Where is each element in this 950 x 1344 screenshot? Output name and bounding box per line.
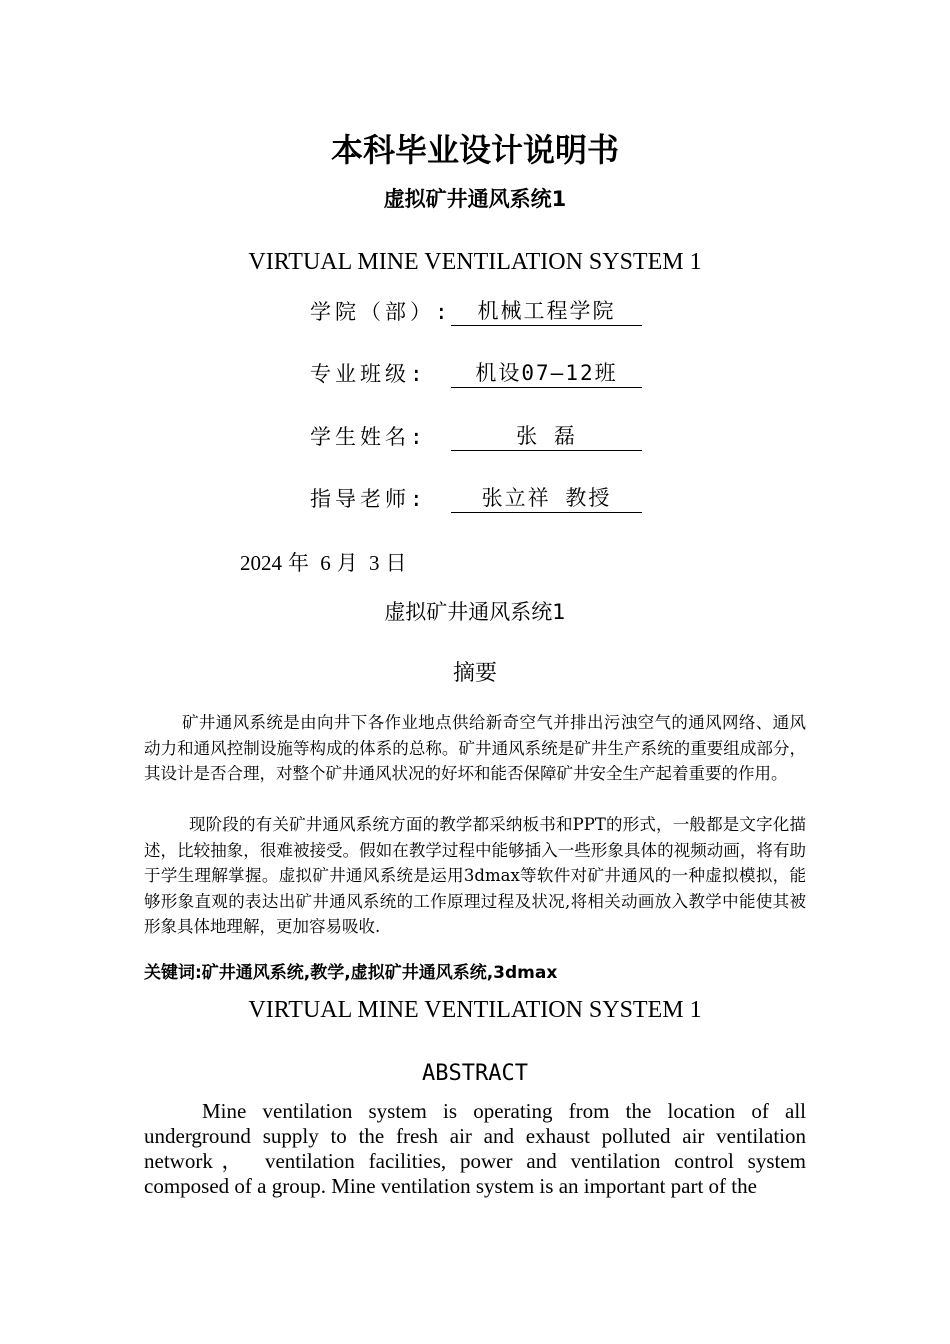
date-year: 2024 (240, 551, 282, 575)
field-label: 指导老师: (310, 487, 427, 511)
abstract-paragraph-en: Mine ventilation system is operating from the location of all underground supply to the fresh air and exhaust polluted air ventilation network， ventilation facilities, power and ventilation control system composed of a group. Mine ventilation system is an important part of the (144, 1099, 806, 1198)
submission-date (240, 547, 413, 579)
date-day-unit: 日 (385, 551, 407, 575)
field-value: 机设07—12班 (451, 357, 642, 388)
thesis-title-en: VIRTUAL MINE VENTILATION SYSTEM 1 (248, 249, 702, 275)
field-label: 学生姓名: (310, 425, 427, 449)
date-day: 3 (369, 551, 380, 575)
abstract-title-en: VIRTUAL MINE VENTILATION SYSTEM 1 (248, 997, 702, 1023)
field-value: 张立祥 教授 (451, 482, 642, 513)
thesis-title: 本科毕业设计说明书 (330, 131, 619, 169)
abstract-heading-cn: 摘要 (452, 661, 497, 686)
field-value: 机械工程学院 (451, 295, 642, 326)
abstract-paragraph-2: 现阶段的有关矿井通风系统方面的教学都采纳板书和PPT的形式，一般都是文字化描述，比较抽象，很难被接受。假如在教学过程中能够插入一些形象具体的视频动画，将有助于学生理解掌握。虚拟矿井通风系统是运用3dmax等软件对矿井通风的一种虚拟模拟，能够形象直观的表达出矿井通风系统的工作原理过程及状况,将相关动画放入教学中能使其被形象具体地理解，更加容易吸收. (144, 815, 806, 936)
abstract-section-title: 虚拟矿井通风系统1 (384, 600, 566, 624)
date-month: 6 (320, 551, 331, 575)
field-value: 张 磊 (451, 420, 642, 451)
abstract-paragraph-1: 矿井通风系统是由向井下各作业地点供给新奇空气并排出污浊空气的通风网络、通风动力和通风控制设施等构成的体系的总称。矿井通风系统是矿井生产系统的重要组成部分，其设计是否合理，对整个矿井通风状况的好坏和能否保障矿井安全生产起着重要的作用。 (144, 713, 806, 783)
field-label: 专业班级: (310, 362, 427, 386)
date-year-unit: 年 (288, 551, 309, 575)
date-month-unit: 月 (336, 551, 358, 575)
thesis-subtitle-cn: 虚拟矿井通风系统1 (383, 187, 567, 211)
field-label: 学院（部）: (310, 300, 452, 324)
abstract-heading-en: ABSTRACT (422, 1061, 528, 1086)
keywords-line: 关键词:矿井通风系统,教学,虚拟矿井通风系统,3dmax (144, 963, 558, 983)
